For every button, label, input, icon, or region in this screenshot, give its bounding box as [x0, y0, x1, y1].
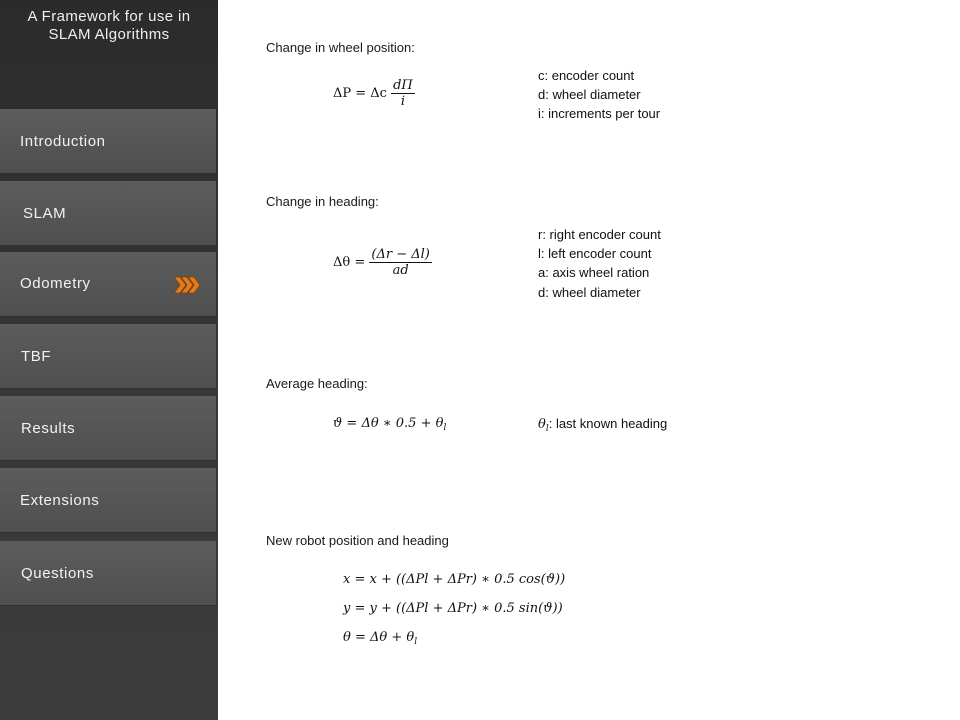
- legend-line-last-heading: [538, 416, 667, 434]
- nav-label: Odometry: [20, 275, 91, 292]
- section-title-wheel-position: Change in wheel position:: [266, 40, 415, 55]
- legend-line: c: encoder count: [538, 68, 635, 83]
- nav-label: Questions: [21, 565, 94, 582]
- nav-label: Extensions: [20, 492, 100, 509]
- nav-item-slam[interactable]: [0, 181, 216, 246]
- fraction-denominator: i: [400, 94, 406, 109]
- formula-subscript: l: [414, 637, 418, 647]
- nav-label: SLAM: [23, 205, 67, 222]
- legend-line: l: left encoder count: [538, 246, 652, 261]
- legend-line: d: wheel diameter: [538, 285, 641, 300]
- presentation-title: [0, 8, 218, 44]
- legend-line: r: right encoder count: [538, 227, 661, 242]
- nav-item-introduction[interactable]: [0, 109, 216, 174]
- legend-line: i: increments per tour: [538, 106, 661, 121]
- formula-new-theta: [343, 630, 417, 647]
- legend-line: a: axis wheel ration: [538, 265, 650, 280]
- section-title-average-heading: Average heading:: [266, 376, 368, 391]
- nav-item-tbf[interactable]: [0, 324, 216, 389]
- formula-fraction: [391, 78, 415, 109]
- formula-new-x: x = x + ((ΔPl + ΔPr) ∗ 0.5 cos(ϑ)): [343, 572, 566, 587]
- legend-symbol: θ: [538, 417, 546, 432]
- formula-text: θ = Δθ + θ: [343, 630, 415, 645]
- legend-subscript: l: [545, 424, 549, 434]
- formula-average-heading: [333, 416, 446, 433]
- formula-text: ϑ = Δθ ∗ 0.5 + θ: [333, 416, 444, 431]
- presentation-title-line1: A Framework for use in: [27, 8, 191, 25]
- nav-label: Introduction: [20, 133, 106, 150]
- formula-lhs: ΔP = Δc: [333, 86, 387, 101]
- nav-item-extensions[interactable]: [0, 468, 216, 533]
- fraction-denominator: ad: [392, 263, 409, 278]
- fraction-numerator: dΠ: [393, 78, 413, 93]
- legend-line: d: wheel diameter: [538, 87, 641, 102]
- formula-lhs: Δθ =: [333, 255, 366, 270]
- active-chevrons-icon: [173, 276, 201, 294]
- sidebar: [0, 0, 218, 720]
- nav-label: TBF: [21, 348, 52, 365]
- presentation-title-line2: SLAM Algorithms: [48, 26, 170, 43]
- nav-item-results[interactable]: [0, 396, 216, 461]
- formula-heading: [333, 247, 432, 278]
- legend-text: : last known heading: [548, 416, 668, 431]
- slide-content: [218, 0, 960, 720]
- fraction-numerator: (Δr − Δl): [371, 247, 430, 262]
- nav-label: Results: [21, 420, 76, 437]
- section-title-heading: Change in heading:: [266, 194, 379, 209]
- nav-item-odometry[interactable]: [0, 252, 216, 317]
- section-title-new-position: New robot position and heading: [266, 533, 449, 548]
- formula-subscript: l: [443, 423, 447, 433]
- nav-item-questions[interactable]: [0, 541, 216, 606]
- formula-wheel-position: [333, 78, 415, 109]
- formula-new-y: y = y + ((ΔPl + ΔPr) ∗ 0.5 sin(ϑ)): [343, 601, 563, 616]
- formula-fraction: [369, 247, 431, 278]
